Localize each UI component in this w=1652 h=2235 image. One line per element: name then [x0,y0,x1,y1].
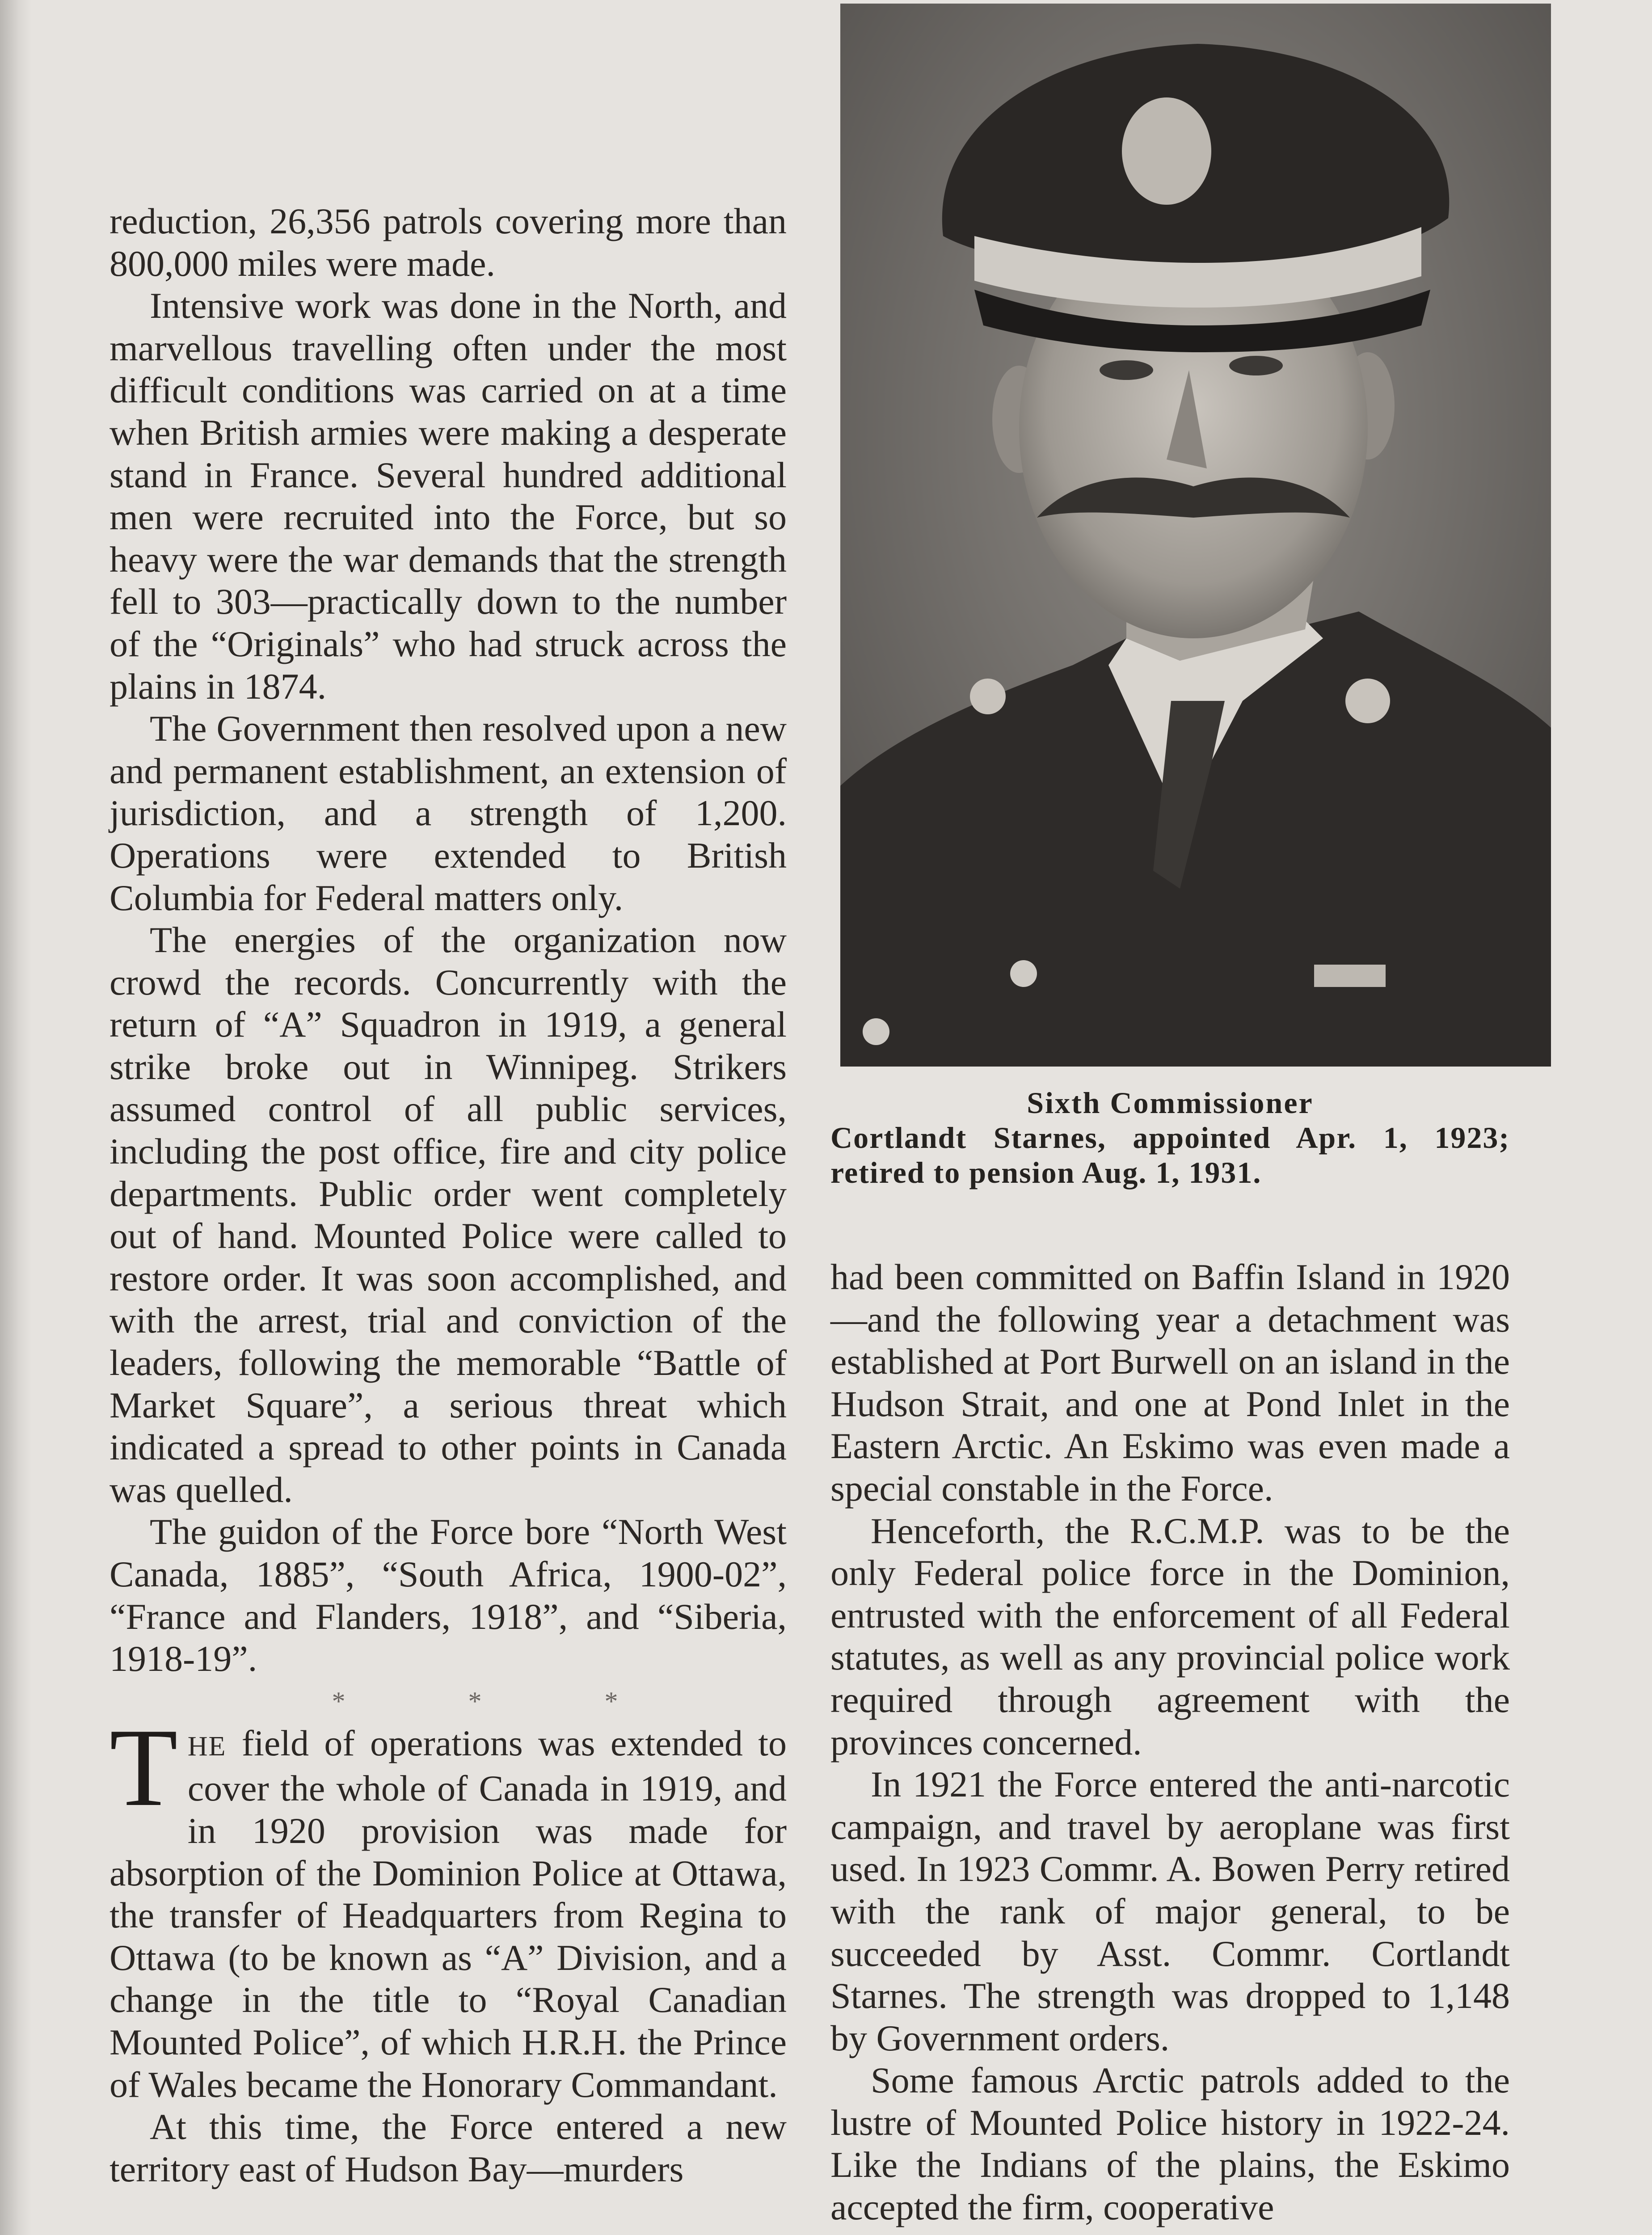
portrait-illustration [840,4,1551,1067]
caption-body: Cortlandt Starnes, appointed Apr. 1, 1923; retired to pension Aug. 1, 1931. [830,1121,1510,1189]
right-paragraph-1: had been committed on Baffin Island in 1920—and the following year a detachment was established at Port Burwell on an island in the Hudson Strait, and one at Pond Inlet in the Eastern Arctic. An Eskimo was even made a special constable in the Force. [830,1257,1510,1509]
paragraph-1: reduction, 26,356 patrols covering more than 800,000 miles were made. [110,201,787,284]
right-paragraph-2: Henceforth, the R.C.M.P. was to be the only Federal police force in the Dominion, entrusted with the enforcement of all Federal statutes, as well as any provincial police work required through agreement with the provinces concerned. [830,1510,1510,1763]
drop-cap-letter: T [110,1705,178,1830]
paragraph-3: The Government then resolved upon a new and permanent establishment, an extension of jurisdiction, and a strength of 1,200. Operations were extended to British Columbia for Federal matters only. [110,708,787,918]
right-paragraph-4: Some famous Arctic patrols added to the lustre of Mounted Police history in 1922-24. Like the Indians of the plains, the Eskimo accepted the firm, cooperative [830,2060,1510,2228]
right-paragraph-3: In 1921 the Force entered the anti-narcotic campaign, and travel by aeroplane was first used. In 1923 Commr. A. Bowen Perry retired with the rank of major general, to be succeeded by Asst. Commr. Cortlandt Starnes. The strength was dropped to 1,148 by Government orders. [830,1764,1510,2058]
paragraph-2: Intensive work was done in the North, and marvellous travelling often under the most difficult conditions was carried on at a time when British armies were making a desperate stand in France. Several hundred additional men were recruited into the Force, but so heavy were the war demands that the strength fell to 303—practically down to the number of the “Originals” who had struck across the plains in 1874. [110,285,787,707]
left-text-column [110,200,787,2190]
commissioner-portrait-photo [840,4,1551,1067]
paragraph-5: The guidon of the Force bore “North West Canada, 1885”, “South Africa, 1900-02”, “France and Flanders, 1918”, and “Siberia, 1918-19”. [110,1511,787,1679]
photo-caption [830,1085,1510,1190]
section-separator: * * * [332,1686,618,1716]
page-spine-shadow [0,0,31,2235]
paragraph-4: The energies of the organization now crowd the records. Concurrently with the return of “A” Squadron in 1919, a general strike broke out in Winnipeg. Strikers assumed control of all public services, including the post office, fire and city police departments. Public order went completely out of hand. Mounted Police were called to restore order. It was soon accomplished, and with the arrest, trial and conviction of the leaders, following the memorable “Battle of Market Square”, a serious threat which indicated a spread to other points in Canada was quelled. [110,919,787,1510]
paragraph-6-dropcap [110,1705,787,2106]
smallcaps-lead: HE [187,1731,227,1762]
right-text-column [830,1256,1510,2229]
paragraph-7: At this time, the Force entered a new territory east of Hudson Bay—murders [110,2106,787,2189]
paragraph-6-body: field of operations was extended to cover the whole of Canada in 1919, and in 1920 provision was made for absorption of the Dominion Police at Ottawa, the transfer of Headquarters from Regina to Ottawa (to be known as “A” Division, and a change in the title to “Royal Canadian Mounted Police”, of which H.R.H. the Prince of Wales became the Honorary Commandant. [110,1722,787,2105]
caption-title: Sixth Commissioner [1027,1086,1314,1120]
